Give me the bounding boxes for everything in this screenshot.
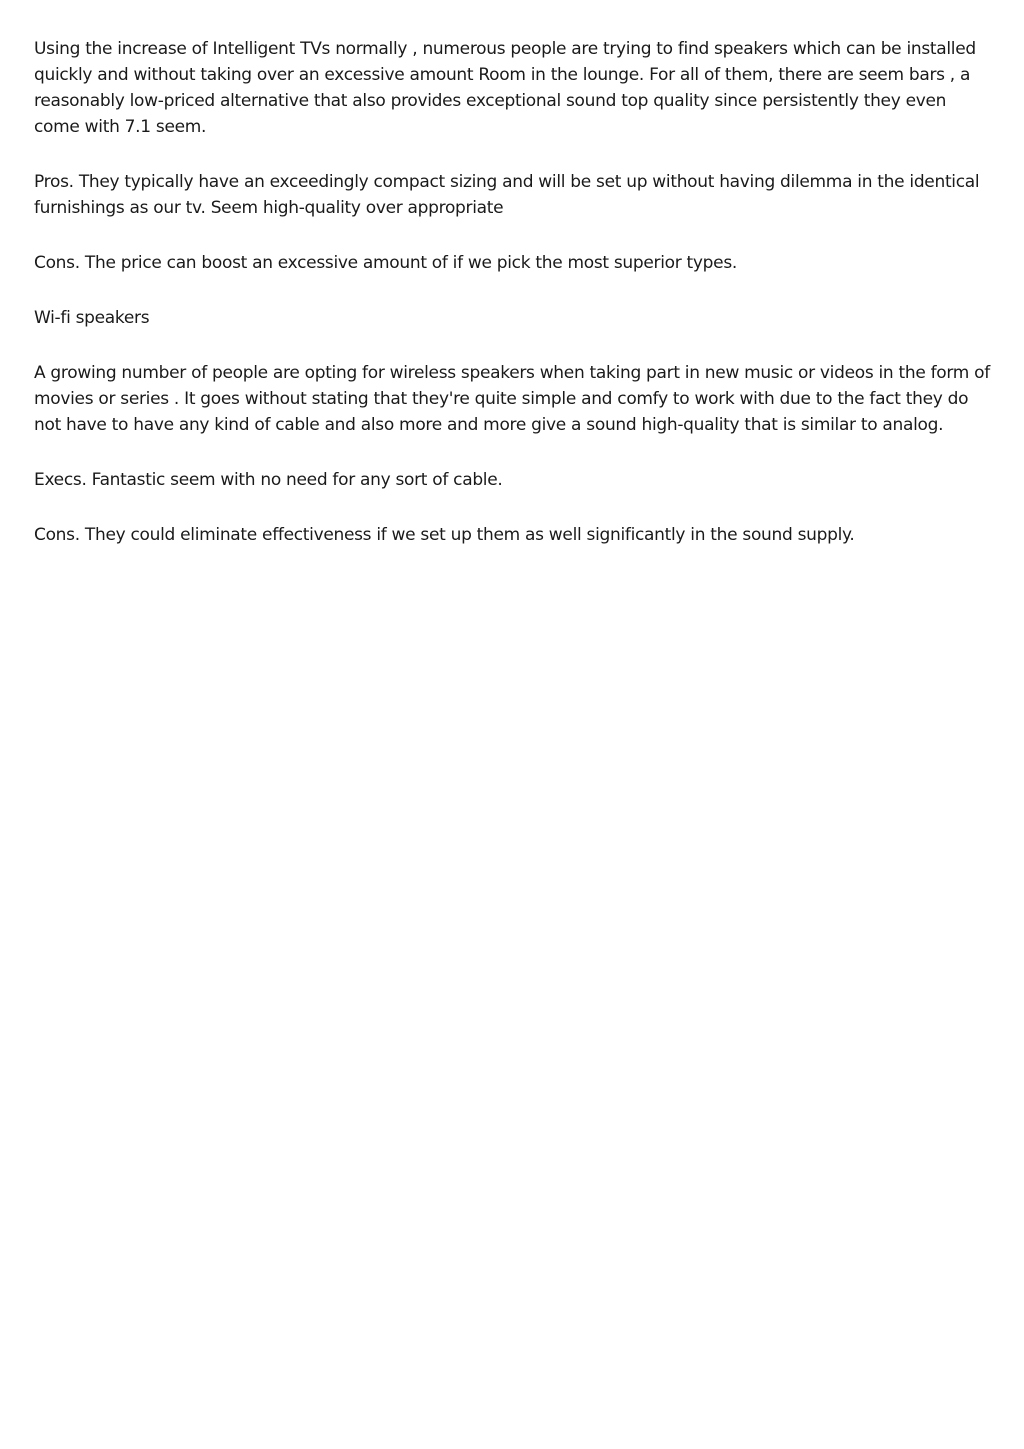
intro-paragraph: Using the increase of Intelligent TVs normally , numerous people are trying to find speakers which can be installed quickly and without taking over an excessive amount Room in the lounge. For all of them, there are seem bars , a reasonably low-priced alternative that also provides exceptional sound top quality since persistently they even come with 7.1 seem. [34, 39, 976, 137]
document-page [34, 36, 994, 577]
section-heading-wifi-speakers: Wi-fi speakers [34, 308, 150, 328]
wireless-speakers-paragraph: A growing number of people are opting for wireless speakers when taking part in new music or videos in the form of movies or series . It goes without stating that they're quite simple and comfy to work with due to the fact they do not have to have any kind of cable and also more and more give a sound high-quality that is similar to analog. [34, 363, 990, 435]
execs-paragraph-wireless: Execs. Fantastic seem with no need for any sort of cable. [34, 470, 503, 490]
cons-paragraph-sound-bars: Cons. The price can boost an excessive amount of if we pick the most superior types. [34, 253, 737, 273]
pros-paragraph-sound-bars: Pros. They typically have an exceedingly compact sizing and will be set up without having dilemma in the identical furnishings as our tv. Seem high-quality over appropriate [34, 172, 980, 218]
cons-paragraph-wireless: Cons. They could eliminate effectiveness if we set up them as well significantly in the sound supply. [34, 525, 855, 545]
